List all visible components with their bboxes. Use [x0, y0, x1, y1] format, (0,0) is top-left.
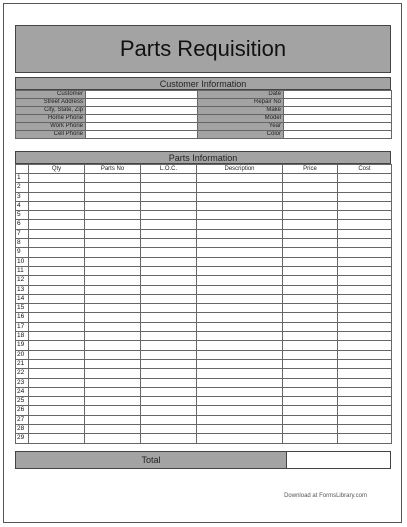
row-number: 15: [16, 304, 29, 313]
table-row: [16, 201, 392, 210]
customer-field-label: Customer: [16, 91, 86, 99]
table-cell[interactable]: [197, 369, 283, 378]
row-number-header: [16, 165, 29, 174]
customer-row: [16, 99, 392, 107]
table-cell[interactable]: [141, 257, 197, 266]
parts-table: [15, 164, 392, 444]
table-cell[interactable]: [29, 174, 85, 183]
table-cell[interactable]: [29, 434, 85, 443]
table-cell[interactable]: [141, 220, 197, 229]
table-cell[interactable]: [338, 294, 392, 303]
table-cell[interactable]: [338, 406, 392, 415]
table-cell[interactable]: [283, 248, 338, 257]
row-number: 28: [16, 425, 29, 434]
table-cell[interactable]: [197, 239, 283, 248]
customer-field-label: Street Address: [16, 99, 86, 107]
table-cell[interactable]: [141, 266, 197, 275]
table-cell[interactable]: [197, 415, 283, 424]
table-cell[interactable]: [338, 378, 392, 387]
table-cell[interactable]: [29, 211, 85, 220]
table-cell[interactable]: [283, 276, 338, 285]
customer-field-label: Cell Phone: [16, 131, 86, 139]
table-cell[interactable]: [85, 294, 141, 303]
table-cell[interactable]: [85, 378, 141, 387]
table-cell[interactable]: [283, 341, 338, 350]
table-cell[interactable]: [85, 341, 141, 350]
table-cell[interactable]: [141, 332, 197, 341]
table-row: [16, 285, 392, 294]
title-bar: [15, 25, 391, 73]
row-number: 22: [16, 369, 29, 378]
customer-field-input[interactable]: [86, 107, 198, 115]
row-number: 24: [16, 387, 29, 396]
row-number: 9: [16, 248, 29, 257]
table-cell[interactable]: [29, 341, 85, 350]
table-cell[interactable]: [29, 220, 85, 229]
total-row: [15, 451, 391, 469]
table-cell[interactable]: [141, 397, 197, 406]
table-cell[interactable]: [283, 257, 338, 266]
table-cell[interactable]: [197, 266, 283, 275]
table-cell[interactable]: [197, 276, 283, 285]
table-cell[interactable]: [29, 378, 85, 387]
column-header: Price: [283, 165, 338, 174]
table-cell[interactable]: [29, 192, 85, 201]
table-cell[interactable]: [141, 415, 197, 424]
table-cell[interactable]: [197, 322, 283, 331]
table-cell[interactable]: [85, 397, 141, 406]
table-cell[interactable]: [338, 341, 392, 350]
table-cell[interactable]: [283, 332, 338, 341]
row-number: 16: [16, 313, 29, 322]
table-cell[interactable]: [283, 397, 338, 406]
table-cell[interactable]: [338, 332, 392, 341]
row-number: 26: [16, 406, 29, 415]
vehicle-field-label: Year: [198, 123, 284, 131]
table-cell[interactable]: [283, 350, 338, 359]
table-cell[interactable]: [85, 406, 141, 415]
table-row: [16, 266, 392, 275]
table-row: [16, 415, 392, 424]
table-cell[interactable]: [29, 332, 85, 341]
vehicle-field-label: Model: [198, 115, 284, 123]
table-cell[interactable]: [197, 183, 283, 192]
table-cell[interactable]: [283, 378, 338, 387]
table-row: [16, 350, 392, 359]
table-cell[interactable]: [338, 359, 392, 368]
table-cell[interactable]: [29, 183, 85, 192]
table-cell[interactable]: [197, 378, 283, 387]
table-cell[interactable]: [338, 415, 392, 424]
table-cell[interactable]: [283, 211, 338, 220]
table-cell[interactable]: [283, 201, 338, 210]
table-cell[interactable]: [283, 285, 338, 294]
table-cell[interactable]: [338, 239, 392, 248]
row-number: 6: [16, 220, 29, 229]
footer-text: Download at FormsLibrary.com: [284, 493, 367, 499]
table-cell[interactable]: [283, 239, 338, 248]
customer-row: [16, 115, 392, 123]
table-cell[interactable]: [197, 359, 283, 368]
row-number: 25: [16, 397, 29, 406]
table-cell[interactable]: [197, 257, 283, 266]
table-cell[interactable]: [85, 434, 141, 443]
table-cell[interactable]: [29, 257, 85, 266]
vehicle-field-label: Color: [198, 131, 284, 139]
table-cell[interactable]: [197, 350, 283, 359]
table-cell[interactable]: [85, 322, 141, 331]
table-cell[interactable]: [197, 434, 283, 443]
table-row: [16, 322, 392, 331]
table-cell[interactable]: [85, 332, 141, 341]
total-value-field[interactable]: [286, 452, 390, 468]
table-row: [16, 406, 392, 415]
row-number: 4: [16, 201, 29, 210]
table-cell[interactable]: [141, 341, 197, 350]
customer-field-label: City, State, Zip: [16, 107, 86, 115]
table-cell[interactable]: [85, 415, 141, 424]
table-cell[interactable]: [141, 313, 197, 322]
row-number: 13: [16, 285, 29, 294]
table-cell[interactable]: [197, 425, 283, 434]
table-cell[interactable]: [338, 276, 392, 285]
table-cell[interactable]: [283, 387, 338, 396]
row-number: 17: [16, 322, 29, 331]
table-cell[interactable]: [141, 434, 197, 443]
table-row: [16, 183, 392, 192]
table-cell[interactable]: [338, 257, 392, 266]
table-cell[interactable]: [29, 415, 85, 424]
column-header: Parts No: [85, 165, 141, 174]
table-cell[interactable]: [85, 220, 141, 229]
table-cell[interactable]: [141, 248, 197, 257]
row-number: 12: [16, 276, 29, 285]
table-cell[interactable]: [29, 276, 85, 285]
table-cell[interactable]: [283, 415, 338, 424]
total-label: Total: [16, 452, 286, 468]
table-cell[interactable]: [338, 397, 392, 406]
customer-info-table: [15, 90, 392, 139]
vehicle-field-input[interactable]: [284, 91, 392, 99]
customer-field-input[interactable]: [86, 99, 198, 107]
vehicle-field-input[interactable]: [284, 99, 392, 107]
table-cell[interactable]: [338, 387, 392, 396]
table-cell[interactable]: [338, 434, 392, 443]
table-cell[interactable]: [141, 322, 197, 331]
table-row: [16, 369, 392, 378]
customer-field-label: Home Phone: [16, 115, 86, 123]
form-title: Parts Requisition: [119, 36, 287, 61]
table-cell[interactable]: [283, 294, 338, 303]
table-cell[interactable]: [338, 425, 392, 434]
table-cell[interactable]: [85, 359, 141, 368]
table-cell[interactable]: [141, 294, 197, 303]
table-cell[interactable]: [338, 229, 392, 238]
vehicle-field-label: Make: [198, 107, 284, 115]
table-cell[interactable]: [29, 369, 85, 378]
table-cell[interactable]: [197, 229, 283, 238]
table-cell[interactable]: [141, 425, 197, 434]
table-cell[interactable]: [283, 322, 338, 331]
table-cell[interactable]: [85, 174, 141, 183]
table-cell[interactable]: [197, 341, 283, 350]
table-row: [16, 313, 392, 322]
table-cell[interactable]: [283, 406, 338, 415]
table-cell[interactable]: [283, 359, 338, 368]
table-cell[interactable]: [85, 350, 141, 359]
table-cell[interactable]: [85, 266, 141, 275]
table-cell[interactable]: [141, 192, 197, 201]
table-cell[interactable]: [338, 304, 392, 313]
table-row: [16, 174, 392, 183]
row-number: 23: [16, 378, 29, 387]
table-cell[interactable]: [283, 425, 338, 434]
table-cell[interactable]: [29, 266, 85, 275]
table-cell[interactable]: [338, 248, 392, 257]
table-row: [16, 276, 392, 285]
vehicle-field-input[interactable]: [284, 107, 392, 115]
row-number: 7: [16, 229, 29, 238]
table-cell[interactable]: [85, 201, 141, 210]
table-cell[interactable]: [85, 369, 141, 378]
table-cell[interactable]: [85, 211, 141, 220]
table-cell[interactable]: [85, 257, 141, 266]
customer-row: [16, 131, 392, 139]
table-cell[interactable]: [141, 350, 197, 359]
table-cell[interactable]: [29, 239, 85, 248]
table-cell[interactable]: [141, 229, 197, 238]
table-cell[interactable]: [338, 369, 392, 378]
table-row: [16, 397, 392, 406]
table-row: [16, 378, 392, 387]
table-cell[interactable]: [85, 304, 141, 313]
table-cell[interactable]: [197, 304, 283, 313]
table-cell[interactable]: [197, 294, 283, 303]
table-row: [16, 229, 392, 238]
vehicle-field-label: Repair No: [198, 99, 284, 107]
table-cell[interactable]: [29, 229, 85, 238]
customer-field-label: Work Phone: [16, 123, 86, 131]
table-row: [16, 294, 392, 303]
table-row: [16, 211, 392, 220]
table-cell[interactable]: [197, 397, 283, 406]
row-number: 18: [16, 332, 29, 341]
table-cell[interactable]: [29, 248, 85, 257]
table-cell[interactable]: [29, 313, 85, 322]
table-cell[interactable]: [85, 285, 141, 294]
table-row: [16, 220, 392, 229]
table-cell[interactable]: [141, 406, 197, 415]
table-cell[interactable]: [29, 285, 85, 294]
table-cell[interactable]: [29, 304, 85, 313]
table-row: [16, 425, 392, 434]
table-cell[interactable]: [29, 406, 85, 415]
table-cell[interactable]: [338, 201, 392, 210]
row-number: 27: [16, 415, 29, 424]
table-cell[interactable]: [283, 220, 338, 229]
column-header: Qty: [29, 165, 85, 174]
table-cell[interactable]: [141, 201, 197, 210]
table-cell[interactable]: [141, 387, 197, 396]
row-number: 19: [16, 341, 29, 350]
row-number: 3: [16, 192, 29, 201]
customer-row: [16, 123, 392, 131]
customer-field-input[interactable]: [86, 123, 198, 131]
table-cell[interactable]: [197, 220, 283, 229]
table-cell[interactable]: [283, 266, 338, 275]
table-cell[interactable]: [197, 211, 283, 220]
table-cell[interactable]: [29, 359, 85, 368]
table-cell[interactable]: [283, 369, 338, 378]
table-cell[interactable]: [283, 192, 338, 201]
customer-field-input[interactable]: [86, 131, 198, 139]
row-number: 29: [16, 434, 29, 443]
table-cell[interactable]: [197, 285, 283, 294]
row-number: 2: [16, 183, 29, 192]
table-cell[interactable]: [85, 239, 141, 248]
table-row: [16, 248, 392, 257]
table-cell[interactable]: [29, 397, 85, 406]
table-cell[interactable]: [141, 285, 197, 294]
table-row: [16, 359, 392, 368]
table-cell[interactable]: [141, 304, 197, 313]
table-row: [16, 257, 392, 266]
vehicle-field-input[interactable]: [284, 115, 392, 123]
table-cell[interactable]: [85, 183, 141, 192]
table-cell[interactable]: [338, 192, 392, 201]
table-cell[interactable]: [283, 183, 338, 192]
column-header: L.O.C.: [141, 165, 197, 174]
table-cell[interactable]: [338, 220, 392, 229]
vehicle-field-input[interactable]: [284, 123, 392, 131]
column-header: Cost: [338, 165, 392, 174]
table-cell[interactable]: [85, 313, 141, 322]
table-cell[interactable]: [85, 425, 141, 434]
table-cell[interactable]: [141, 239, 197, 248]
table-cell[interactable]: [283, 434, 338, 443]
table-row: [16, 341, 392, 350]
customer-field-input[interactable]: [86, 91, 198, 99]
table-cell[interactable]: [338, 183, 392, 192]
customer-field-input[interactable]: [86, 115, 198, 123]
table-cell[interactable]: [338, 211, 392, 220]
vehicle-field-label: Date: [198, 91, 284, 99]
table-cell[interactable]: [85, 248, 141, 257]
customer-row: [16, 91, 392, 99]
table-cell[interactable]: [283, 304, 338, 313]
table-cell[interactable]: [197, 174, 283, 183]
table-cell[interactable]: [338, 285, 392, 294]
table-cell[interactable]: [141, 359, 197, 368]
table-cell[interactable]: [338, 174, 392, 183]
table-cell[interactable]: [338, 313, 392, 322]
table-cell[interactable]: [141, 183, 197, 192]
row-number: 5: [16, 211, 29, 220]
table-cell[interactable]: [29, 425, 85, 434]
table-row: [16, 387, 392, 396]
customer-row: [16, 107, 392, 115]
table-row: [16, 239, 392, 248]
table-cell[interactable]: [141, 276, 197, 285]
table-row: [16, 304, 392, 313]
row-number: 14: [16, 294, 29, 303]
table-cell[interactable]: [29, 322, 85, 331]
table-cell[interactable]: [141, 174, 197, 183]
table-cell[interactable]: [197, 313, 283, 322]
table-cell[interactable]: [29, 350, 85, 359]
table-cell[interactable]: [283, 229, 338, 238]
table-cell[interactable]: [338, 350, 392, 359]
table-cell[interactable]: [29, 201, 85, 210]
row-number: 20: [16, 350, 29, 359]
table-row: [16, 192, 392, 201]
table-cell[interactable]: [29, 387, 85, 396]
row-number: 21: [16, 359, 29, 368]
table-cell[interactable]: [141, 211, 197, 220]
table-cell[interactable]: [29, 294, 85, 303]
table-cell[interactable]: [197, 248, 283, 257]
table-cell[interactable]: [197, 387, 283, 396]
table-cell[interactable]: [197, 332, 283, 341]
vehicle-field-input[interactable]: [284, 131, 392, 139]
customer-section-heading: Customer Information: [15, 77, 391, 90]
table-cell[interactable]: [338, 266, 392, 275]
table-cell[interactable]: [283, 313, 338, 322]
row-number: 11: [16, 266, 29, 275]
table-cell[interactable]: [85, 192, 141, 201]
table-cell[interactable]: [283, 174, 338, 183]
table-cell[interactable]: [85, 387, 141, 396]
column-header: Description: [197, 165, 283, 174]
row-number: 1: [16, 174, 29, 183]
row-number: 10: [16, 257, 29, 266]
row-number: 8: [16, 239, 29, 248]
table-cell[interactable]: [85, 229, 141, 238]
parts-section-heading: Parts Information: [15, 151, 391, 164]
table-row: [16, 434, 392, 443]
table-cell[interactable]: [197, 201, 283, 210]
table-cell[interactable]: [197, 192, 283, 201]
table-cell[interactable]: [338, 322, 392, 331]
table-row: [16, 332, 392, 341]
table-cell[interactable]: [141, 369, 197, 378]
table-cell[interactable]: [197, 406, 283, 415]
table-cell[interactable]: [141, 378, 197, 387]
table-cell[interactable]: [85, 276, 141, 285]
